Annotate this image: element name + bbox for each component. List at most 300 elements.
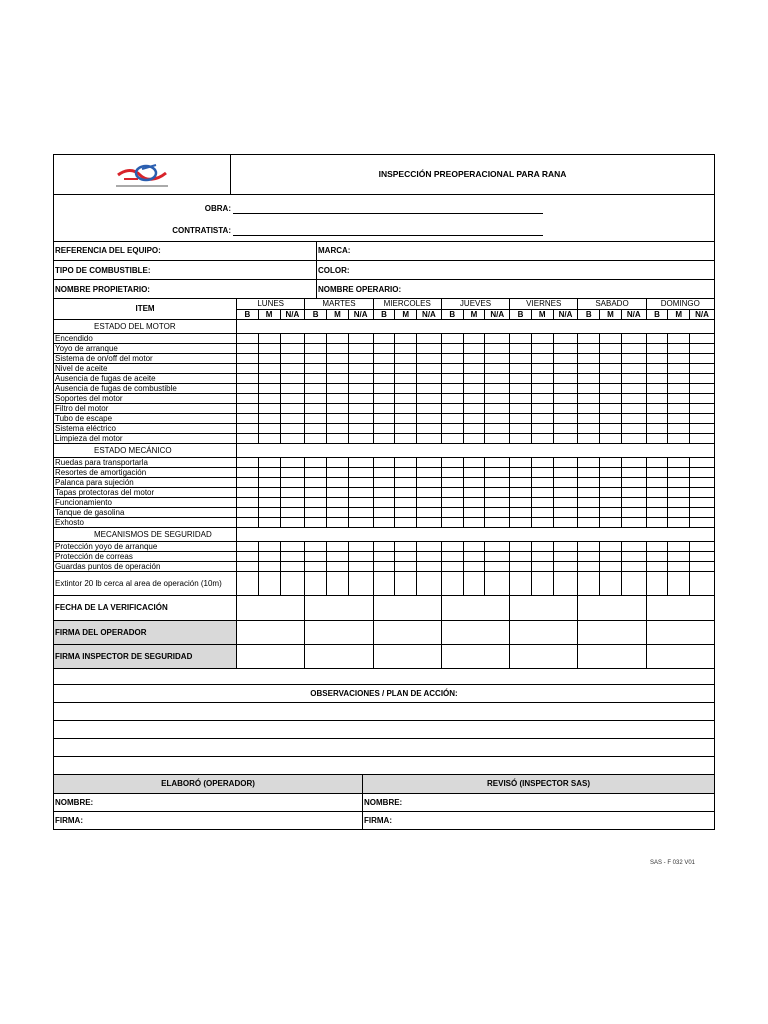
check-cell[interactable] bbox=[510, 551, 532, 561]
check-cell[interactable] bbox=[258, 497, 280, 507]
check-cell[interactable] bbox=[690, 403, 715, 413]
check-cell[interactable] bbox=[646, 333, 668, 343]
check-cell[interactable] bbox=[417, 477, 442, 487]
check-cell[interactable] bbox=[441, 433, 463, 443]
check-cell[interactable] bbox=[668, 433, 690, 443]
check-cell[interactable] bbox=[463, 487, 485, 497]
check-cell[interactable] bbox=[621, 343, 646, 353]
check-cell[interactable] bbox=[348, 467, 373, 477]
check-cell[interactable] bbox=[395, 413, 417, 423]
check-cell[interactable] bbox=[668, 507, 690, 517]
check-cell[interactable] bbox=[441, 393, 463, 403]
check-cell[interactable] bbox=[463, 541, 485, 551]
check-cell[interactable] bbox=[327, 467, 349, 477]
fecha-row-cell[interactable] bbox=[373, 595, 441, 620]
check-cell[interactable] bbox=[578, 363, 600, 373]
check-cell[interactable] bbox=[690, 393, 715, 403]
check-cell[interactable] bbox=[578, 467, 600, 477]
check-cell[interactable] bbox=[510, 541, 532, 551]
check-cell[interactable] bbox=[441, 423, 463, 433]
check-cell[interactable] bbox=[553, 477, 578, 487]
check-cell[interactable] bbox=[485, 551, 510, 561]
check-cell[interactable] bbox=[417, 373, 442, 383]
check-cell[interactable] bbox=[305, 373, 327, 383]
check-cell[interactable] bbox=[305, 393, 327, 403]
check-cell[interactable] bbox=[237, 353, 259, 363]
check-cell[interactable] bbox=[621, 353, 646, 363]
check-cell[interactable] bbox=[578, 457, 600, 467]
observation-line[interactable] bbox=[54, 703, 715, 721]
check-cell[interactable] bbox=[305, 487, 327, 497]
firma-inspector-row-cell[interactable] bbox=[441, 644, 509, 668]
check-cell[interactable] bbox=[690, 561, 715, 571]
check-cell[interactable] bbox=[553, 423, 578, 433]
firma-inspector-row-cell[interactable] bbox=[578, 644, 646, 668]
check-cell[interactable] bbox=[646, 343, 668, 353]
check-cell[interactable] bbox=[600, 507, 622, 517]
check-cell[interactable] bbox=[280, 383, 305, 393]
check-cell[interactable] bbox=[646, 497, 668, 507]
check-cell[interactable] bbox=[441, 497, 463, 507]
check-cell[interactable] bbox=[395, 373, 417, 383]
check-cell[interactable] bbox=[485, 433, 510, 443]
check-cell[interactable] bbox=[373, 551, 395, 561]
check-cell[interactable] bbox=[441, 541, 463, 551]
check-cell[interactable] bbox=[237, 487, 259, 497]
check-cell[interactable] bbox=[258, 457, 280, 467]
check-cell[interactable] bbox=[621, 403, 646, 413]
check-cell[interactable] bbox=[531, 433, 553, 443]
check-cell[interactable] bbox=[441, 403, 463, 413]
check-cell[interactable] bbox=[373, 457, 395, 467]
check-cell[interactable] bbox=[485, 333, 510, 343]
observation-line[interactable] bbox=[54, 721, 715, 739]
check-cell[interactable] bbox=[463, 507, 485, 517]
check-cell[interactable] bbox=[348, 497, 373, 507]
check-cell[interactable] bbox=[646, 403, 668, 413]
check-cell[interactable] bbox=[578, 383, 600, 393]
check-cell[interactable] bbox=[485, 393, 510, 403]
firma-inspector-row-cell[interactable] bbox=[373, 644, 441, 668]
check-cell[interactable] bbox=[395, 487, 417, 497]
check-cell[interactable] bbox=[510, 487, 532, 497]
check-cell[interactable] bbox=[463, 571, 485, 595]
check-cell[interactable] bbox=[258, 477, 280, 487]
check-cell[interactable] bbox=[463, 423, 485, 433]
check-cell[interactable] bbox=[510, 373, 532, 383]
check-cell[interactable] bbox=[280, 353, 305, 363]
check-cell[interactable] bbox=[668, 467, 690, 477]
check-cell[interactable] bbox=[690, 433, 715, 443]
check-cell[interactable] bbox=[237, 477, 259, 487]
check-cell[interactable] bbox=[395, 433, 417, 443]
check-cell[interactable] bbox=[646, 393, 668, 403]
check-cell[interactable] bbox=[485, 487, 510, 497]
check-cell[interactable] bbox=[621, 497, 646, 507]
check-cell[interactable] bbox=[485, 353, 510, 363]
check-cell[interactable] bbox=[646, 541, 668, 551]
check-cell[interactable] bbox=[600, 551, 622, 561]
check-cell[interactable] bbox=[258, 551, 280, 561]
check-cell[interactable] bbox=[417, 487, 442, 497]
check-cell[interactable] bbox=[646, 477, 668, 487]
fecha-row-cell[interactable] bbox=[237, 595, 305, 620]
check-cell[interactable] bbox=[510, 433, 532, 443]
check-cell[interactable] bbox=[327, 413, 349, 423]
check-cell[interactable] bbox=[531, 403, 553, 413]
check-cell[interactable] bbox=[348, 403, 373, 413]
check-cell[interactable] bbox=[327, 423, 349, 433]
check-cell[interactable] bbox=[373, 517, 395, 527]
check-cell[interactable] bbox=[237, 467, 259, 477]
check-cell[interactable] bbox=[510, 413, 532, 423]
check-cell[interactable] bbox=[463, 497, 485, 507]
check-cell[interactable] bbox=[531, 561, 553, 571]
check-cell[interactable] bbox=[373, 507, 395, 517]
check-cell[interactable] bbox=[395, 457, 417, 467]
check-cell[interactable] bbox=[553, 403, 578, 413]
check-cell[interactable] bbox=[280, 433, 305, 443]
check-cell[interactable] bbox=[373, 363, 395, 373]
check-cell[interactable] bbox=[463, 333, 485, 343]
check-cell[interactable] bbox=[417, 541, 442, 551]
check-cell[interactable] bbox=[578, 551, 600, 561]
check-cell[interactable] bbox=[600, 561, 622, 571]
check-cell[interactable] bbox=[553, 571, 578, 595]
check-cell[interactable] bbox=[463, 433, 485, 443]
check-cell[interactable] bbox=[578, 353, 600, 363]
check-cell[interactable] bbox=[463, 363, 485, 373]
firma-operador-row-cell[interactable] bbox=[510, 620, 578, 644]
check-cell[interactable] bbox=[510, 457, 532, 467]
check-cell[interactable] bbox=[621, 541, 646, 551]
check-cell[interactable] bbox=[646, 467, 668, 477]
check-cell[interactable] bbox=[668, 517, 690, 527]
check-cell[interactable] bbox=[348, 383, 373, 393]
check-cell[interactable] bbox=[646, 487, 668, 497]
check-cell[interactable] bbox=[305, 551, 327, 561]
check-cell[interactable] bbox=[646, 551, 668, 561]
check-cell[interactable] bbox=[510, 403, 532, 413]
check-cell[interactable] bbox=[485, 517, 510, 527]
check-cell[interactable] bbox=[600, 333, 622, 343]
check-cell[interactable] bbox=[237, 561, 259, 571]
check-cell[interactable] bbox=[237, 423, 259, 433]
check-cell[interactable] bbox=[690, 353, 715, 363]
check-cell[interactable] bbox=[621, 507, 646, 517]
check-cell[interactable] bbox=[531, 413, 553, 423]
contratista-field[interactable] bbox=[233, 226, 543, 236]
check-cell[interactable] bbox=[327, 487, 349, 497]
check-cell[interactable] bbox=[646, 571, 668, 595]
check-cell[interactable] bbox=[327, 393, 349, 403]
check-cell[interactable] bbox=[578, 561, 600, 571]
check-cell[interactable] bbox=[600, 393, 622, 403]
observation-line[interactable] bbox=[54, 757, 715, 775]
check-cell[interactable] bbox=[621, 561, 646, 571]
check-cell[interactable] bbox=[280, 403, 305, 413]
check-cell[interactable] bbox=[668, 551, 690, 561]
check-cell[interactable] bbox=[646, 373, 668, 383]
check-cell[interactable] bbox=[621, 383, 646, 393]
check-cell[interactable] bbox=[690, 551, 715, 561]
check-cell[interactable] bbox=[280, 467, 305, 477]
check-cell[interactable] bbox=[553, 487, 578, 497]
check-cell[interactable] bbox=[258, 571, 280, 595]
check-cell[interactable] bbox=[668, 477, 690, 487]
check-cell[interactable] bbox=[373, 343, 395, 353]
check-cell[interactable] bbox=[280, 343, 305, 353]
check-cell[interactable] bbox=[646, 413, 668, 423]
check-cell[interactable] bbox=[510, 423, 532, 433]
check-cell[interactable] bbox=[600, 467, 622, 477]
check-cell[interactable] bbox=[417, 561, 442, 571]
check-cell[interactable] bbox=[395, 403, 417, 413]
check-cell[interactable] bbox=[441, 343, 463, 353]
check-cell[interactable] bbox=[578, 517, 600, 527]
check-cell[interactable] bbox=[668, 423, 690, 433]
check-cell[interactable] bbox=[348, 423, 373, 433]
check-cell[interactable] bbox=[690, 363, 715, 373]
check-cell[interactable] bbox=[348, 571, 373, 595]
check-cell[interactable] bbox=[485, 477, 510, 487]
check-cell[interactable] bbox=[280, 541, 305, 551]
check-cell[interactable] bbox=[531, 507, 553, 517]
check-cell[interactable] bbox=[531, 571, 553, 595]
check-cell[interactable] bbox=[463, 517, 485, 527]
check-cell[interactable] bbox=[690, 541, 715, 551]
check-cell[interactable] bbox=[485, 383, 510, 393]
firma-operador-row-cell[interactable] bbox=[305, 620, 373, 644]
check-cell[interactable] bbox=[553, 413, 578, 423]
check-cell[interactable] bbox=[258, 507, 280, 517]
check-cell[interactable] bbox=[441, 413, 463, 423]
check-cell[interactable] bbox=[463, 373, 485, 383]
check-cell[interactable] bbox=[305, 561, 327, 571]
check-cell[interactable] bbox=[578, 413, 600, 423]
check-cell[interactable] bbox=[531, 333, 553, 343]
check-cell[interactable] bbox=[553, 373, 578, 383]
firma-inspector-row-cell[interactable] bbox=[237, 644, 305, 668]
check-cell[interactable] bbox=[373, 477, 395, 487]
check-cell[interactable] bbox=[646, 457, 668, 467]
check-cell[interactable] bbox=[395, 541, 417, 551]
check-cell[interactable] bbox=[258, 467, 280, 477]
check-cell[interactable] bbox=[578, 433, 600, 443]
check-cell[interactable] bbox=[373, 373, 395, 383]
check-cell[interactable] bbox=[348, 551, 373, 561]
check-cell[interactable] bbox=[327, 383, 349, 393]
check-cell[interactable] bbox=[395, 393, 417, 403]
check-cell[interactable] bbox=[600, 497, 622, 507]
check-cell[interactable] bbox=[305, 413, 327, 423]
check-cell[interactable] bbox=[668, 333, 690, 343]
check-cell[interactable] bbox=[395, 477, 417, 487]
check-cell[interactable] bbox=[280, 497, 305, 507]
check-cell[interactable] bbox=[305, 571, 327, 595]
check-cell[interactable] bbox=[280, 413, 305, 423]
check-cell[interactable] bbox=[553, 353, 578, 363]
check-cell[interactable] bbox=[258, 393, 280, 403]
check-cell[interactable] bbox=[373, 383, 395, 393]
check-cell[interactable] bbox=[553, 497, 578, 507]
check-cell[interactable] bbox=[668, 363, 690, 373]
check-cell[interactable] bbox=[395, 507, 417, 517]
check-cell[interactable] bbox=[463, 413, 485, 423]
check-cell[interactable] bbox=[578, 477, 600, 487]
check-cell[interactable] bbox=[553, 393, 578, 403]
check-cell[interactable] bbox=[305, 353, 327, 363]
check-cell[interactable] bbox=[327, 433, 349, 443]
firma-operador-row-cell[interactable] bbox=[441, 620, 509, 644]
check-cell[interactable] bbox=[417, 353, 442, 363]
check-cell[interactable] bbox=[417, 467, 442, 477]
check-cell[interactable] bbox=[327, 353, 349, 363]
check-cell[interactable] bbox=[463, 393, 485, 403]
check-cell[interactable] bbox=[280, 561, 305, 571]
fecha-row-cell[interactable] bbox=[510, 595, 578, 620]
check-cell[interactable] bbox=[553, 363, 578, 373]
check-cell[interactable] bbox=[553, 433, 578, 443]
firma-inspector-row-cell[interactable] bbox=[646, 644, 714, 668]
check-cell[interactable] bbox=[305, 433, 327, 443]
check-cell[interactable] bbox=[463, 353, 485, 363]
check-cell[interactable] bbox=[510, 517, 532, 527]
check-cell[interactable] bbox=[237, 333, 259, 343]
check-cell[interactable] bbox=[510, 353, 532, 363]
check-cell[interactable] bbox=[690, 423, 715, 433]
check-cell[interactable] bbox=[305, 343, 327, 353]
check-cell[interactable] bbox=[441, 333, 463, 343]
check-cell[interactable] bbox=[600, 433, 622, 443]
check-cell[interactable] bbox=[485, 363, 510, 373]
check-cell[interactable] bbox=[600, 517, 622, 527]
check-cell[interactable] bbox=[463, 343, 485, 353]
check-cell[interactable] bbox=[258, 541, 280, 551]
check-cell[interactable] bbox=[373, 403, 395, 413]
check-cell[interactable] bbox=[441, 353, 463, 363]
check-cell[interactable] bbox=[668, 541, 690, 551]
check-cell[interactable] bbox=[258, 413, 280, 423]
firma-inspector-row-cell[interactable] bbox=[510, 644, 578, 668]
check-cell[interactable] bbox=[417, 433, 442, 443]
check-cell[interactable] bbox=[531, 383, 553, 393]
check-cell[interactable] bbox=[600, 383, 622, 393]
check-cell[interactable] bbox=[690, 517, 715, 527]
check-cell[interactable] bbox=[646, 423, 668, 433]
check-cell[interactable] bbox=[327, 561, 349, 571]
check-cell[interactable] bbox=[348, 343, 373, 353]
check-cell[interactable] bbox=[646, 383, 668, 393]
check-cell[interactable] bbox=[258, 403, 280, 413]
check-cell[interactable] bbox=[600, 487, 622, 497]
check-cell[interactable] bbox=[690, 467, 715, 477]
check-cell[interactable] bbox=[600, 457, 622, 467]
check-cell[interactable] bbox=[441, 363, 463, 373]
check-cell[interactable] bbox=[646, 363, 668, 373]
check-cell[interactable] bbox=[237, 457, 259, 467]
check-cell[interactable] bbox=[578, 373, 600, 383]
check-cell[interactable] bbox=[510, 467, 532, 477]
check-cell[interactable] bbox=[485, 507, 510, 517]
check-cell[interactable] bbox=[668, 413, 690, 423]
check-cell[interactable] bbox=[553, 343, 578, 353]
check-cell[interactable] bbox=[258, 561, 280, 571]
check-cell[interactable] bbox=[510, 497, 532, 507]
check-cell[interactable] bbox=[305, 477, 327, 487]
check-cell[interactable] bbox=[327, 457, 349, 467]
check-cell[interactable] bbox=[690, 477, 715, 487]
check-cell[interactable] bbox=[395, 363, 417, 373]
check-cell[interactable] bbox=[237, 403, 259, 413]
check-cell[interactable] bbox=[668, 487, 690, 497]
check-cell[interactable] bbox=[395, 423, 417, 433]
check-cell[interactable] bbox=[578, 541, 600, 551]
check-cell[interactable] bbox=[578, 497, 600, 507]
check-cell[interactable] bbox=[305, 497, 327, 507]
check-cell[interactable] bbox=[280, 457, 305, 467]
check-cell[interactable] bbox=[348, 433, 373, 443]
check-cell[interactable] bbox=[668, 457, 690, 467]
check-cell[interactable] bbox=[441, 467, 463, 477]
check-cell[interactable] bbox=[417, 413, 442, 423]
check-cell[interactable] bbox=[485, 403, 510, 413]
check-cell[interactable] bbox=[417, 343, 442, 353]
firma-operador-row-cell[interactable] bbox=[578, 620, 646, 644]
check-cell[interactable] bbox=[553, 517, 578, 527]
check-cell[interactable] bbox=[621, 487, 646, 497]
check-cell[interactable] bbox=[463, 561, 485, 571]
check-cell[interactable] bbox=[417, 333, 442, 343]
check-cell[interactable] bbox=[553, 561, 578, 571]
check-cell[interactable] bbox=[690, 571, 715, 595]
check-cell[interactable] bbox=[600, 571, 622, 595]
check-cell[interactable] bbox=[237, 373, 259, 383]
check-cell[interactable] bbox=[280, 551, 305, 561]
check-cell[interactable] bbox=[348, 363, 373, 373]
check-cell[interactable] bbox=[578, 343, 600, 353]
check-cell[interactable] bbox=[531, 353, 553, 363]
check-cell[interactable] bbox=[600, 403, 622, 413]
check-cell[interactable] bbox=[690, 497, 715, 507]
check-cell[interactable] bbox=[417, 571, 442, 595]
check-cell[interactable] bbox=[395, 383, 417, 393]
check-cell[interactable] bbox=[668, 561, 690, 571]
check-cell[interactable] bbox=[531, 467, 553, 477]
check-cell[interactable] bbox=[690, 383, 715, 393]
check-cell[interactable] bbox=[395, 561, 417, 571]
check-cell[interactable] bbox=[417, 383, 442, 393]
check-cell[interactable] bbox=[305, 403, 327, 413]
check-cell[interactable] bbox=[373, 333, 395, 343]
check-cell[interactable] bbox=[373, 541, 395, 551]
check-cell[interactable] bbox=[327, 551, 349, 561]
check-cell[interactable] bbox=[327, 507, 349, 517]
firma-operador-row-cell[interactable] bbox=[237, 620, 305, 644]
check-cell[interactable] bbox=[327, 571, 349, 595]
check-cell[interactable] bbox=[510, 363, 532, 373]
check-cell[interactable] bbox=[668, 393, 690, 403]
check-cell[interactable] bbox=[237, 571, 259, 595]
check-cell[interactable] bbox=[510, 383, 532, 393]
check-cell[interactable] bbox=[373, 433, 395, 443]
check-cell[interactable] bbox=[237, 507, 259, 517]
check-cell[interactable] bbox=[373, 571, 395, 595]
check-cell[interactable] bbox=[258, 353, 280, 363]
check-cell[interactable] bbox=[646, 433, 668, 443]
check-cell[interactable] bbox=[485, 413, 510, 423]
check-cell[interactable] bbox=[395, 517, 417, 527]
